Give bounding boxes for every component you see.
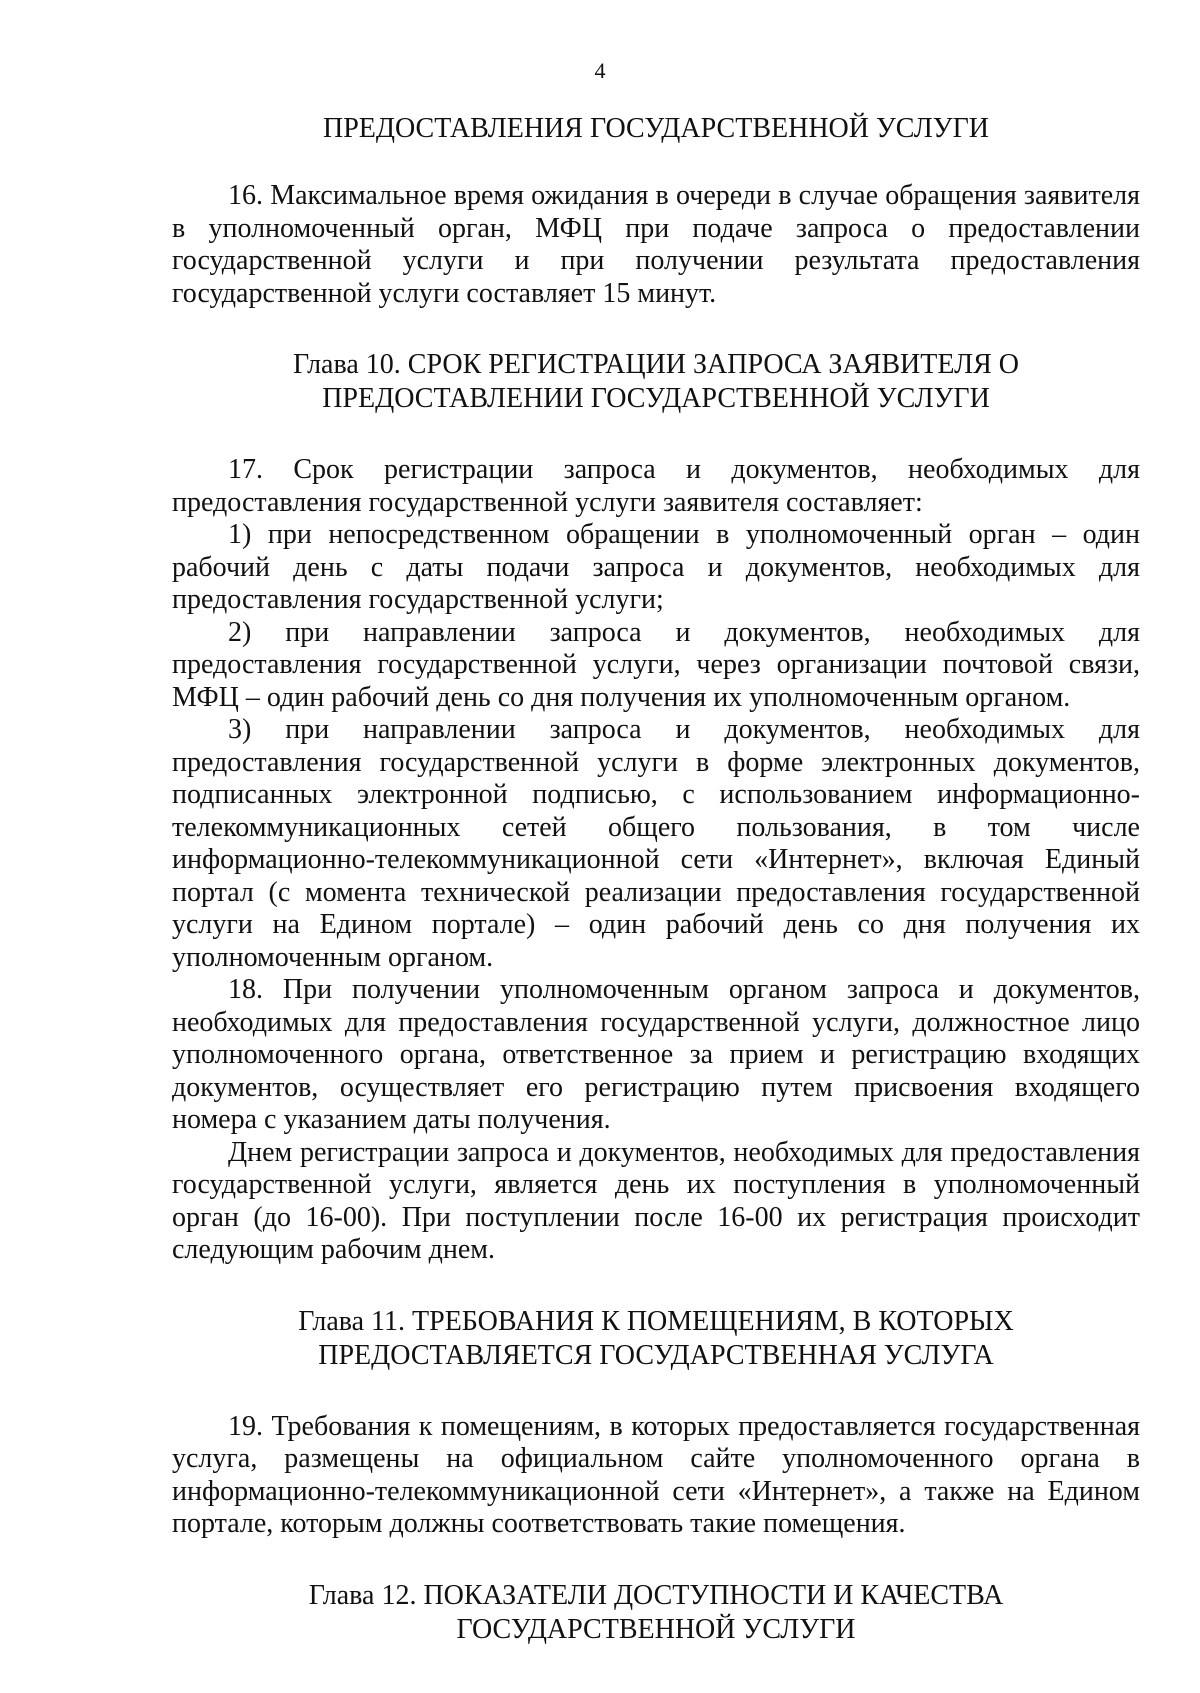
paragraph-18: 18. При получении уполномоченным органом запроса и документов, необходимых для предоставления государственной услуги, должностное лицо уполномоченного органа, ответственное за прием и регистрацию входящих документов, осуществляет его регистрацию путем присвоения входящего номера с указанием даты получения. xyxy=(172,974,1140,1135)
chapter-10-heading xyxy=(172,348,1140,416)
chapter-12-heading xyxy=(172,1579,1140,1647)
chapter-11-heading-line-2: ПРЕДОСТАВЛЯЕТСЯ ГОСУДАРСТВЕННАЯ УСЛУГА xyxy=(318,1339,994,1371)
paragraph-18-continued: Днем регистрации запроса и документов, необходимых для предоставления государственной услуги, является день их поступления в уполномоченный орган (до 16-00). При поступлении после 16-00 их регистрация происходит следующим рабочим днем. xyxy=(172,1136,1140,1265)
chapter-10-heading-line-1: Глава 10. СРОК РЕГИСТРАЦИИ ЗАПРОСА ЗАЯВИТЕЛЯ О xyxy=(293,349,1019,380)
section-heading-line: ПРЕДОСТАВЛЕНИЯ ГОСУДАРСТВЕННОЙ УСЛУГИ xyxy=(322,113,990,144)
paragraph-17: 17. Срок регистрации запроса и документов, необходимых для предоставления государственной услуги заявителя составляет: xyxy=(172,454,1140,518)
paragraph-19: 19. Требования к помещениям, в которых предоставляется государственная услуга, размещены на официальном сайте уполномоченного органа в информационно-телекоммуникационной сети «Интернет», а также на Едином портале, которым должны соответствовать такие помещения. xyxy=(172,1410,1140,1539)
chapter-11-heading-line-1: Глава 11. ТРЕБОВАНИЯ К ПОМЕЩЕНИЯМ, В КОТОРЫХ xyxy=(298,1305,1014,1337)
paragraph-16: 16. Максимальное время ожидания в очереди в случае обращения заявителя в уполномоченный орган, МФЦ при подаче запроса о предоставлении государственной услуги и при получении результата предоставления государственной услуги составляет 15 минут. xyxy=(172,180,1140,309)
paragraph-17-item-2: 2) при направлении запроса и документов, необходимых для предоставления государственной услуги, через организации почтовой связи, МФЦ – один рабочий день со дня получения их уполномоченным органом. xyxy=(172,616,1140,713)
page-number: 4 xyxy=(594,58,606,83)
paragraph-17-item-3: 3) при направлении запроса и документов, необходимых для предоставления государственной услуги в форме электронных документов, подписанных электронной подписью, с использованием информационно-телекоммуникационных сетей общего пользования, в том числе информационно-телекоммуникационной сети «Интернет», включая Единый портал (с момента технической реализации предоставления государственной услуги на Едином портале) – один рабочий день со дня получения их уполномоченным органом. xyxy=(172,714,1140,973)
chapter-12-heading-line-1: Глава 12. ПОКАЗАТЕЛИ ДОСТУПНОСТИ И КАЧЕСТВА xyxy=(308,1579,1004,1611)
paragraph-17-item-1: 1) при непосредственном обращении в уполномоченный орган – один рабочий день с даты подачи запроса и документов, необходимых для предоставления государственной услуги; xyxy=(172,519,1140,615)
section-heading-continued xyxy=(172,112,1140,146)
chapter-11-heading xyxy=(172,1305,1140,1373)
document-body xyxy=(172,112,1140,1647)
chapter-12-heading-line-2: ГОСУДАРСТВЕННОЙ УСЛУГИ xyxy=(456,1613,856,1645)
chapter-10-heading-line-2: ПРЕДОСТАВЛЕНИИ ГОСУДАРСТВЕННОЙ УСЛУГИ xyxy=(322,383,990,414)
